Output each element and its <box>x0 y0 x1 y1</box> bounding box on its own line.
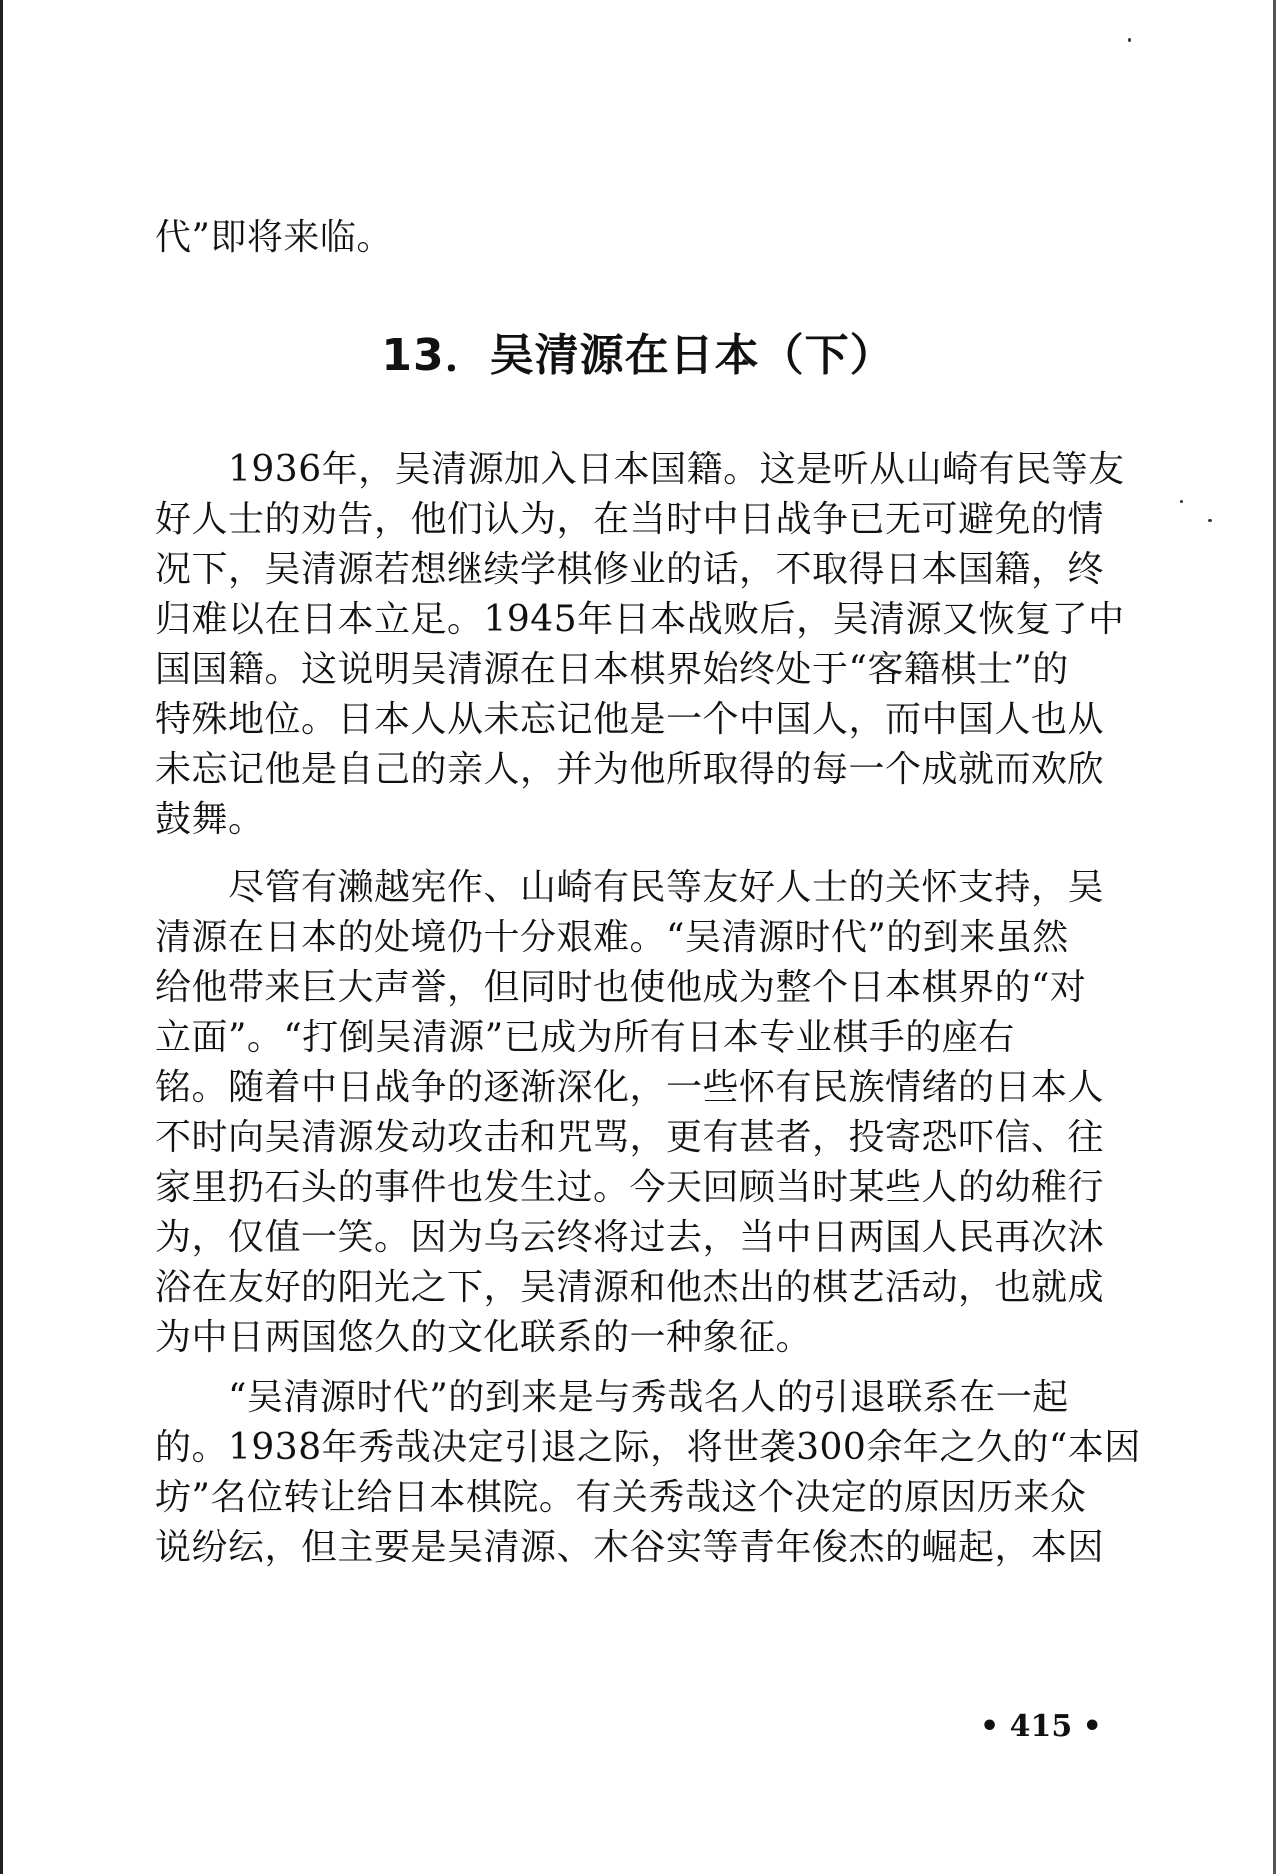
text-line: 为中日两国悠久的文化联系的一种象征。 <box>155 1317 813 1358</box>
page-number: • 415 • <box>980 1709 1102 1744</box>
text-line: 坊”名位转让给日本棋院。有关秀哉这个决定的原因历来众 <box>155 1477 1087 1518</box>
text-line: 清源在日本的处境仍十分艰难。“吴清源时代”的到来虽然 <box>155 917 1069 958</box>
text-line: 好人士的劝告，他们认为，在当时中日战争已无可避免的情 <box>155 499 1105 540</box>
text-line: 说纷纭，但主要是吴清源、木谷实等青年俊杰的崛起，本因 <box>155 1527 1105 1568</box>
text-line: 为，仅值一笑。因为乌云终将过去，当中日两国人民再次沐 <box>155 1217 1105 1258</box>
carryover-line: 代”即将来临。 <box>155 217 393 258</box>
text-line: 况下，吴清源若想继续学棋修业的话，不取得日本国籍，终 <box>155 549 1105 590</box>
section-heading: 13．吴清源在日本（下） <box>381 330 895 381</box>
text-line: 不时向吴清源发动攻击和咒骂，更有甚者，投寄恐吓信、往 <box>155 1117 1105 1158</box>
text-line: 的。1938年秀哉决定引退之际，将世袭300余年之久的“本因 <box>155 1427 1141 1468</box>
scan-speck <box>1208 519 1212 522</box>
text-line: 未忘记他是自己的亲人，并为他所取得的每一个成就而欢欣 <box>155 749 1105 790</box>
text-line: 铭。随着中日战争的逐渐深化，一些怀有民族情绪的日本人 <box>155 1067 1105 1108</box>
text-line: 尽管有濑越宪作、山崎有民等友好人士的关怀支持，吴 <box>155 867 1105 908</box>
text-line: 立面”。“打倒吴清源”已成为所有日本专业棋手的座右 <box>155 1017 1015 1058</box>
text-line: 归难以在日本立足。1945年日本战败后，吴清源又恢复了中 <box>155 599 1125 640</box>
text-line: “吴清源时代”的到来是与秀哉名人的引退联系在一起 <box>155 1377 1069 1418</box>
text-line: 特殊地位。日本人从未忘记他是一个中国人，而中国人也从 <box>155 699 1105 740</box>
text-line: 浴在友好的阳光之下，吴清源和他杰出的棋艺活动，也就成 <box>155 1267 1105 1308</box>
text-line: 鼓舞。 <box>155 799 265 840</box>
text-line: 家里扔石头的事件也发生过。今天回顾当时某些人的幼稚行 <box>155 1167 1105 1208</box>
text-line: 1936年，吴清源加入日本国籍。这是听从山崎有民等友 <box>155 449 1125 490</box>
text-line: 给他带来巨大声誉，但同时也使他成为整个日本棋界的“对 <box>155 967 1087 1008</box>
scan-speck <box>1180 500 1183 503</box>
text-line: 国国籍。这说明吴清源在日本棋界始终处于“客籍棋士”的 <box>155 649 1069 690</box>
scan-speck <box>1128 38 1131 42</box>
